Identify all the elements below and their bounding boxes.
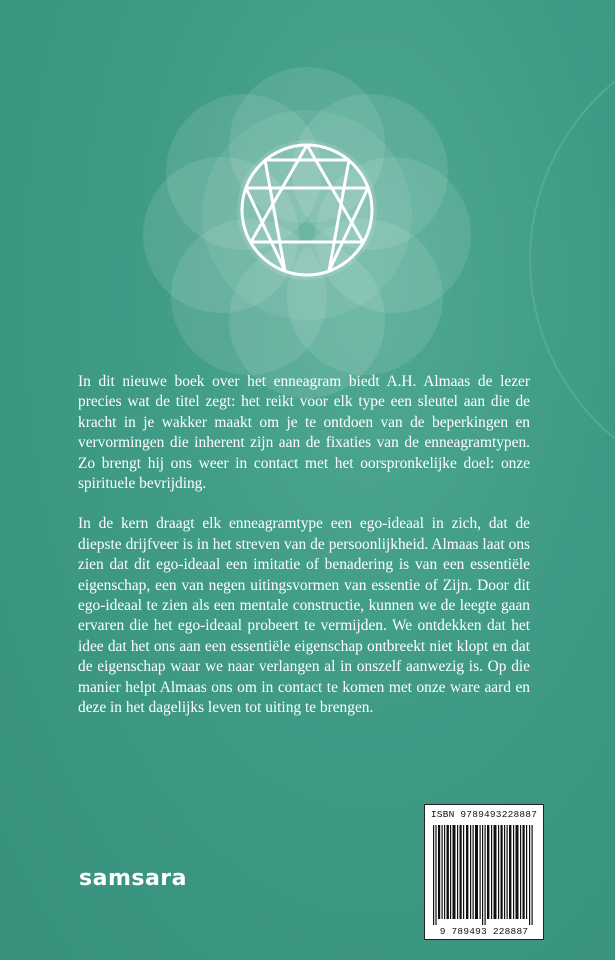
blurb-paragraph-1: In dit nieuwe boek over het enneagram biedt A.H. Almaas de lezer precies wat de titel zegt: het reikt voor elk type een sleutel aan die de kracht in je wakker maakt om je te ontdoen van de beperkingen en vervormingen die inherent zijn aan de fixaties van de enneagramtypen. Zo brengt hij ons weer in contact met het oorspronkelijke doel: onze spirituele bevrijding. — [78, 373, 530, 493]
barcode-digits: 9 789493 228887 — [439, 926, 529, 937]
isbn-label: ISBN 9789493228887 — [430, 809, 538, 820]
publisher-logo: samsara — [79, 866, 187, 891]
barcode-icon — [433, 825, 535, 925]
blurb-paragraph-2: In de kern draagt elk enneagramtype een ego-ideaal in zich, dat de diepste drijfveer is in het streven van de persoonlijkheid. Almaas laat ons zien dat dit ego-ideaal een imitatie of benadering is van een essentiële eigenschap, een van negen uitingsvormen van essentie of Zijn. Door dit ego-ideaal te zien als een mentale constructie, kunnen we de leegte gaan ervaren die het ego-ideaal probeert te vermijden. We ontdekken dat het idee dat het ons aan een essentiële eigenschap ontbreekt niet klopt en dat de eigenschap waar we naar verlangen al in onszelf aanwezig is. Op die manier helpt Almaas ons om in contact te komen met onze ware aard en deze in het dagelijks leven tot uiting te brengen. — [78, 515, 530, 717]
isbn-barcode — [424, 804, 544, 940]
blurb-text — [78, 372, 530, 739]
